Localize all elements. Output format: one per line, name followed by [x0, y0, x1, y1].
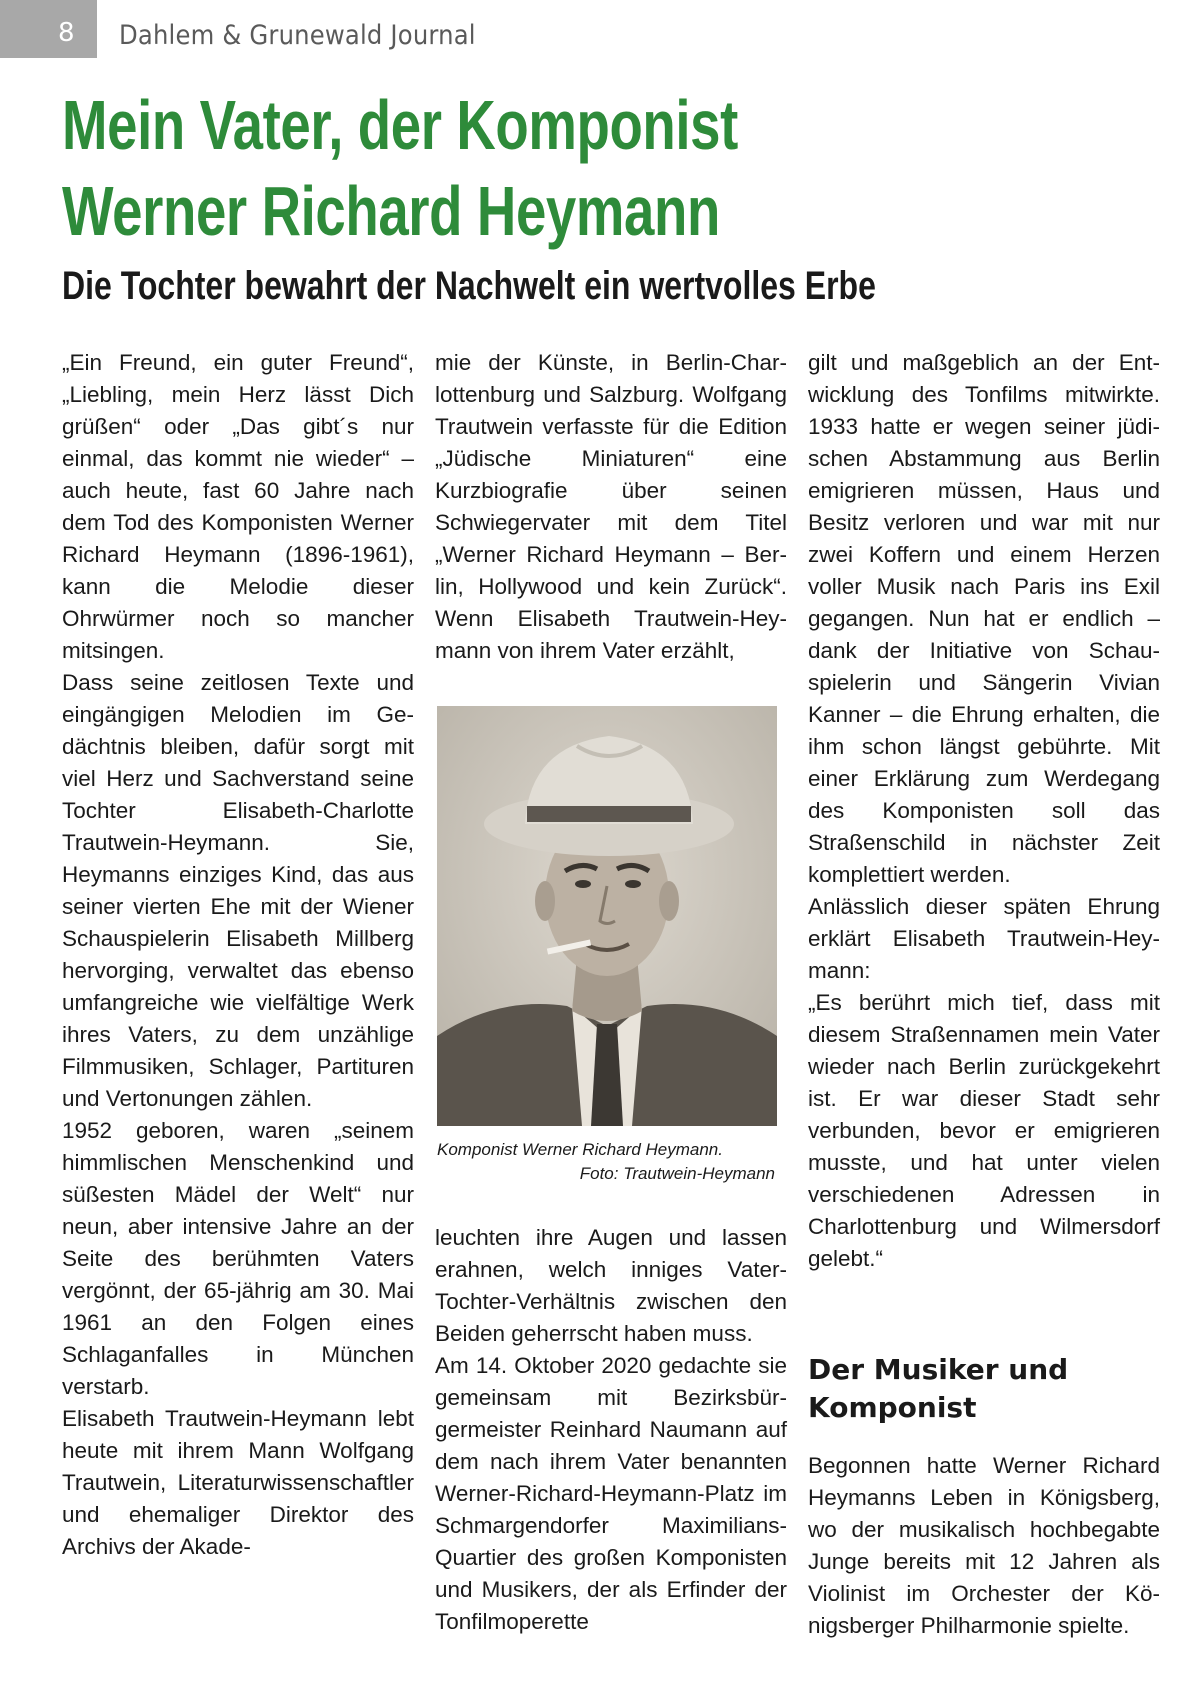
- paragraph: mie der Künste, in Berlin-Charlottenburg und Salzburg. Wolfgang Trautwein verfasste für die Edition „Jüdische Miniaturen“ eine Kurzbiografie über seinen Schwiegervater mit dem Titel „Werner Richard Heymann – Berlin, Hollywood und kein Zurück“. Wenn Elisabeth Trautwein-Heymann von ihrem Vater erzählt,: [435, 350, 787, 663]
- title-line-1: Mein Vater, der Komponist: [62, 86, 738, 164]
- paragraph: Begonnen hatte Werner Richard Heymanns Leben in Königsberg, wo der musikalisch hochbegabte Junge bereits mit 12 Jahren als Violinist im Orchester der Königsberger Philharmonie spielte.: [808, 1453, 1160, 1638]
- composer-photo: [437, 706, 777, 1126]
- portrait-image: [437, 706, 777, 1126]
- photo-caption: [437, 1138, 775, 1186]
- column-3-bottom: [808, 1450, 1160, 1642]
- section-heading: Der Musiker und Komponist: [808, 1353, 1069, 1424]
- paragraph: Anlässlich dieser späten Ehrung erklärt Elisabeth Trautwein-Heymann:: [808, 894, 1160, 983]
- paragraph: „Ein Freund, ein guter Freund“, „Liebling, mein Herz lässt Dich grüßen“ oder „Das gibt´s nur einmal, das kommt nie wieder“ – auch heute, fast 60 Jahre nach dem Tod des Komponisten Werner Richard Heymann (1896-1961), kann die Melodie dieser Ohrwürmer noch so mancher mitsingen.: [62, 350, 414, 663]
- paragraph: leuchten ihre Augen und lassen erahnen, welch inniges Vater-Tochter-Verhältnis zwischen den Beiden geherrscht haben muss.: [435, 1225, 787, 1346]
- title-line-2: Werner Richard Heymann: [62, 172, 720, 250]
- article-subtitle: Die Tochter bewahrt der Nachwelt ein wertvolles Erbe: [62, 264, 876, 308]
- paragraph: „Es berührt mich tief, dass mit diesem Straßennamen mein Vater wieder nach Berlin zurückgekehrt ist. Er war dieser Stadt sehr verbunden, bevor er emigrieren musste, und hat unter vielen verschiedenen Adressen in Charlottenburg und Wilmersdorf gelebt.“: [808, 990, 1160, 1271]
- photo-credit: Foto: Trautwein-Heymann: [579, 1164, 775, 1183]
- paragraph: Am 14. Oktober 2020 gedachte sie gemeinsam mit Bezirksbürgermeister Reinhard Naumann auf dem nach ihrem Vater benannten Werner-Richard-Heymann-Platz im Schmargendorfer Maximilians-Quartier des großen Komponisten und Musikers, der als Erfinder der Tonfilmoperette: [435, 1353, 787, 1634]
- paragraph: 1952 geboren, waren „seinem himmlischen Menschenkind und süßesten Mädel der Welt“ nur neun, aber intensive Jahre an der Seite des berühmten Vaters vergönnt, der 65-jährig am 30. Mai 1961 an den Folgen eines Schlaganfalles in München verstarb.: [62, 1118, 414, 1399]
- page-number: 8: [58, 18, 75, 48]
- journal-name: Dahlem & Grunewald Journal: [119, 20, 476, 51]
- column-1: [62, 347, 414, 1563]
- paragraph: gilt und maßgeblich an der Entwicklung des Tonfilms mitwirkte. 1933 hatte er wegen seiner jüdischen Abstammung aus Berlin emigrieren müssen, Haus und Besitz verloren und war mit nur zwei Koffern und einem Herzen voller Musik nach Paris ins Exil gegangen. Nun hat er endlich – dank der Initiative von Schauspielerin und Sängerin Vivian Kanner – die Ehrung erhalten, die ihm schon längst gebührte. Mit einer Erklärung zum Werdegang des Komponisten soll das Straßenschild in nächster Zeit komplettiert werden.: [808, 350, 1160, 887]
- column-2-bottom: [435, 1222, 787, 1638]
- column-3-top: [808, 347, 1160, 1275]
- caption-text: Komponist Werner Richard Heymann.: [437, 1140, 723, 1159]
- page-number-box: [0, 0, 97, 58]
- article-title: [62, 82, 920, 254]
- column-2-top: [435, 347, 787, 667]
- paragraph: Dass seine zeitlosen Texte und eingängigen Melodien im Gedächtnis bleiben, dafür sorgt mit viel Herz und Sachverstand seine Tochter Elisabeth-Charlotte Trautwein-Heymann. Sie, Heymanns einziges Kind, das aus seiner vierten Ehe mit der Wiener Schauspielerin Elisabeth Millberg hervorging, verwaltet das ebenso umfangreiche wie vielfältige Werk ihres Vaters, zu dem unzählige Filmmusiken, Schlager, Partituren und Vertonungen zählen.: [62, 670, 414, 1111]
- paragraph: Elisabeth Trautwein-Heymann lebt heute mit ihrem Mann Wolfgang Trautwein, Literaturwissenschaftler und ehemaliger Direktor des Archivs der Akade-: [62, 1406, 414, 1559]
